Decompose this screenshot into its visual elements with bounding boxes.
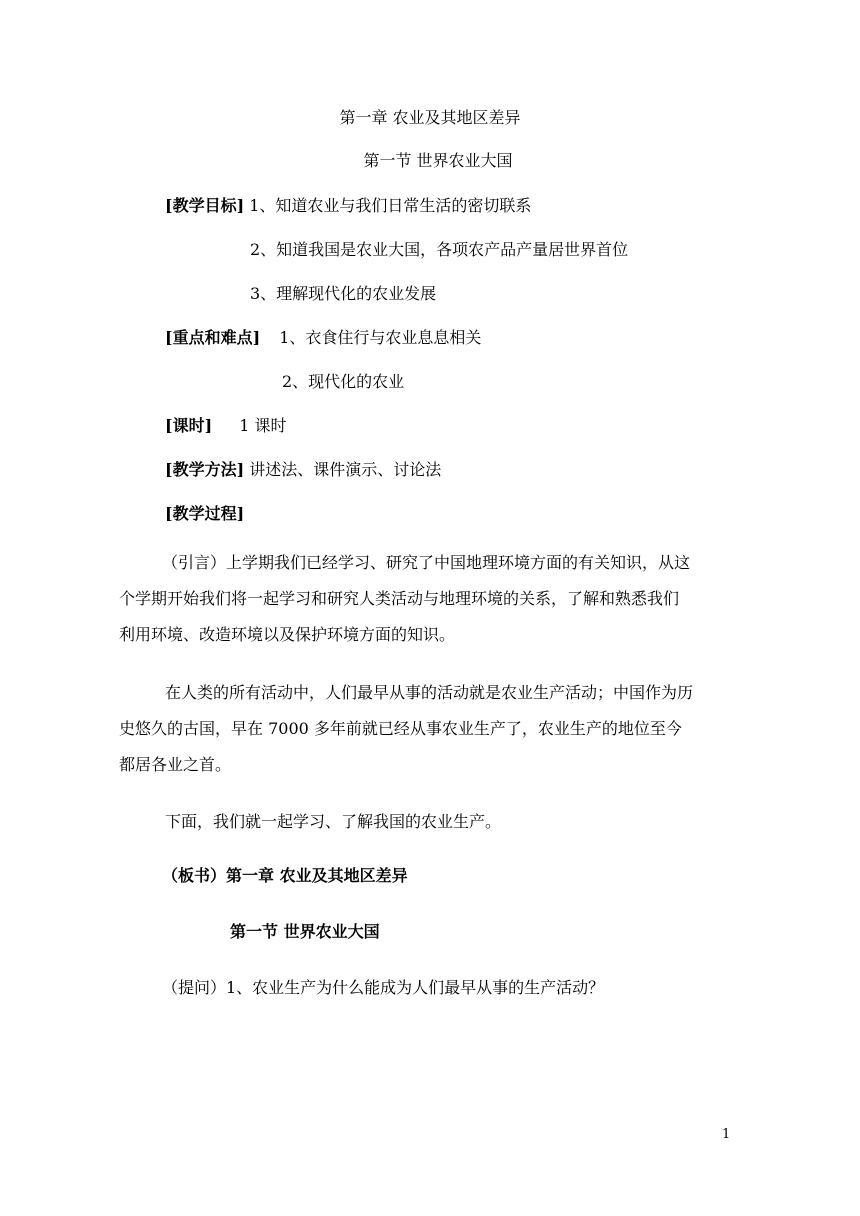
section-title: 第一节 世界农业大国: [363, 151, 513, 170]
methods-value: 讲述法、课件演示、讨论法: [249, 460, 442, 479]
para2-line-3: 都居各业之首。: [119, 755, 232, 774]
class-hours-line: [165, 416, 287, 436]
objective-item-1: 1、知道农业与我们日常生活的密切联系: [249, 196, 532, 215]
para2-line-2: 史悠久的古国，早在 7000 多年前就已经从事农业生产了，农业生产的地位至今: [119, 719, 682, 738]
question: （提问）1、农业生产为什么能成为人们最早从事的生产活动？: [162, 978, 605, 997]
board-line-1: [162, 866, 408, 886]
class-hours-label: [课时]: [165, 416, 213, 435]
objective-item-3: 3、理解现代化的农业发展: [250, 284, 437, 303]
board-label: （板书）: [162, 866, 227, 885]
para3: 下面，我们就一起学习、了解我国的农业生产。: [165, 812, 502, 831]
board-section: 第一节 世界农业大国: [230, 922, 380, 941]
class-hours-value: 1 课时: [239, 416, 287, 435]
board-chapter: 第一章 农业及其地区差异: [226, 866, 408, 885]
key-points-label: [重点和难点]: [165, 328, 261, 347]
objectives-label: [教学目标]: [165, 196, 245, 215]
page-number: 1: [722, 1127, 731, 1142]
intro-line-3: 利用环境、改造环境以及保护环境方面的知识。: [119, 625, 456, 644]
methods-label: [教学方法]: [165, 460, 245, 479]
key-point-item-1: 1、衣食住行与农业息息相关: [279, 328, 482, 347]
objectives-line-1: [165, 196, 531, 216]
objective-item-2: 2、知道我国是农业大国，各项农产品产量居世界首位: [250, 240, 629, 259]
key-point-item-2: 2、现代化的农业: [282, 372, 405, 391]
intro-line-1: [162, 553, 690, 573]
para2-line-1: 在人类的所有活动中，人们最早从事的活动就是农业生产活动；中国作为历: [165, 683, 694, 702]
chapter-title: 第一章 农业及其地区差异: [339, 108, 521, 127]
key-points-line-1: [165, 328, 481, 348]
methods-line: [165, 460, 441, 480]
intro-line-2: 个学期开始我们将一起学习和研究人类活动与地理环境的关系，了解和熟悉我们: [119, 589, 680, 608]
process-label: [教学过程]: [165, 504, 245, 523]
intro-label: （引言）: [162, 553, 227, 572]
intro-text-1: 上学期我们已经学习、研究了中国地理环境方面的有关知识，从这: [226, 553, 691, 572]
